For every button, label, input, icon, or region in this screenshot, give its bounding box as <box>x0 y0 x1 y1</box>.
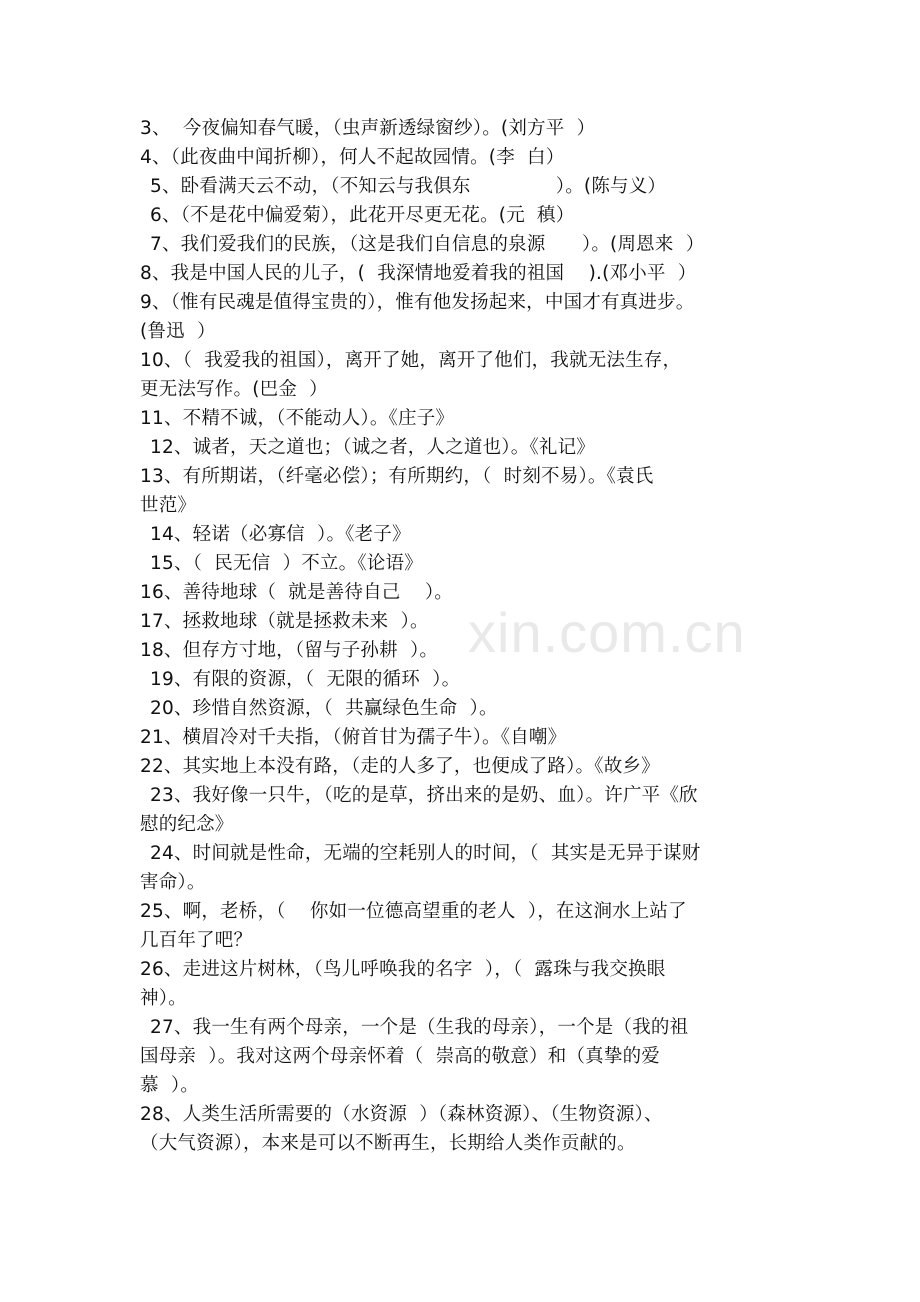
text-line: 8、我是中国人民的儿子，( 我深情地爱着我的祖国 ).(邓小平 ） <box>140 263 697 284</box>
text-line: 11、不精不诚，（不能动人）。《庄子》 <box>140 408 455 429</box>
text-line: 9、（惟有民魂是值得宝贵的），惟有他发扬起来，中国才有真进步。 <box>140 292 695 313</box>
text-line: 16、善待地球（ 就是善待自己 ）。 <box>140 582 453 603</box>
text-line: 21、横眉冷对千夫指，（俯首甘为孺子牛）。《自嘲》 <box>140 727 567 748</box>
text-line: 26、走进这片树林，（鸟儿呼唤我的名字 ），（ 露珠与我交换眼 <box>140 959 666 980</box>
text-line: 14、轻诺（必寡信 ）。《老子》 <box>150 524 411 545</box>
text-line: 17、拯救地球（就是拯救未来 ）。 <box>140 611 429 632</box>
text-line: 23、我好像一只牛，（吃的是草，挤出来的是奶、血）。许广平《欣 <box>150 785 698 806</box>
text-line: 7、我们爱我们的民族，（这是我们自信息的泉源 ）。(周恩来 ） <box>150 234 705 255</box>
text-line: 12、诚者，天之道也；（诚之者，人之道也）。《礼记》 <box>150 437 595 458</box>
text-line: （大气资源），本来是可以不断再生，长期给人类作贡献的。 <box>140 1133 636 1154</box>
text-line: 24、时间就是性命，无端的空耗别人的时间，（ 其实是无异于谋财 <box>150 843 701 864</box>
text-line: 22、其实地上本没有路，（走的人多了，也便成了路）。《故乡》 <box>140 756 660 777</box>
text-line: 13、有所期诺，（纤毫必偿）；有所期约，（ 时刻不易）。《袁氏 <box>140 466 654 487</box>
text-line: 更无法写作。(巴金 ） <box>140 379 328 400</box>
text-line: 25、啊，老桥，（ 你如一位德高望重的老人 ），在这涧水上站了 <box>140 901 687 922</box>
text-line: 神）。 <box>140 988 187 1009</box>
text-line: 害命）。 <box>140 872 206 893</box>
text-line: 国母亲 ）。我对这两个母亲怀着（ 崇高的敬意）和（真挚的爱 <box>140 1046 660 1067</box>
document-body <box>140 114 800 1158</box>
text-line: 10、（ 我爱我的祖国），离开了她，离开了他们，我就无法生存， <box>140 350 682 371</box>
text-line: 6、（不是花中偏爱菊），此花开尽更无花。(元 稹） <box>150 205 575 226</box>
text-line: 几百年了吧？ <box>140 930 253 951</box>
text-line: 世范》 <box>140 495 197 516</box>
text-line: 慕 ）。 <box>140 1075 200 1096</box>
text-line: 20、珍惜自然资源，（ 共赢绿色生命 ）。 <box>150 698 498 719</box>
text-line: 5、卧看满天云不动，（不知云与我俱东 ）。(陈与义） <box>150 176 667 197</box>
watermark-text: xin.com.cn <box>468 601 746 664</box>
text-line: 19、有限的资源，（ 无限的循环 ）。 <box>150 669 461 690</box>
text-line: 15、（ 民无信 ）不立。《论语》 <box>150 553 423 574</box>
text-line: 28、人类生活所需要的（水资源 ）（森林资源）、（生物资源）、 <box>140 1104 663 1125</box>
text-line: 慰的纪念》 <box>140 814 234 835</box>
text-line: 4、（此夜曲中闻折柳），何人不起故园情。(李 白） <box>140 147 565 168</box>
text-line: 3、 今夜偏知春气暖，（虫声新透绿窗纱）。(刘方平 ） <box>140 118 596 139</box>
text-line: 27、我一生有两个母亲，一个是（生我的母亲），一个是（我的祖 <box>150 1017 689 1038</box>
text-line: (鲁迅 ） <box>140 321 216 342</box>
text-line: 18、但存方寸地，（留与子孙耕 ）。 <box>140 640 439 661</box>
